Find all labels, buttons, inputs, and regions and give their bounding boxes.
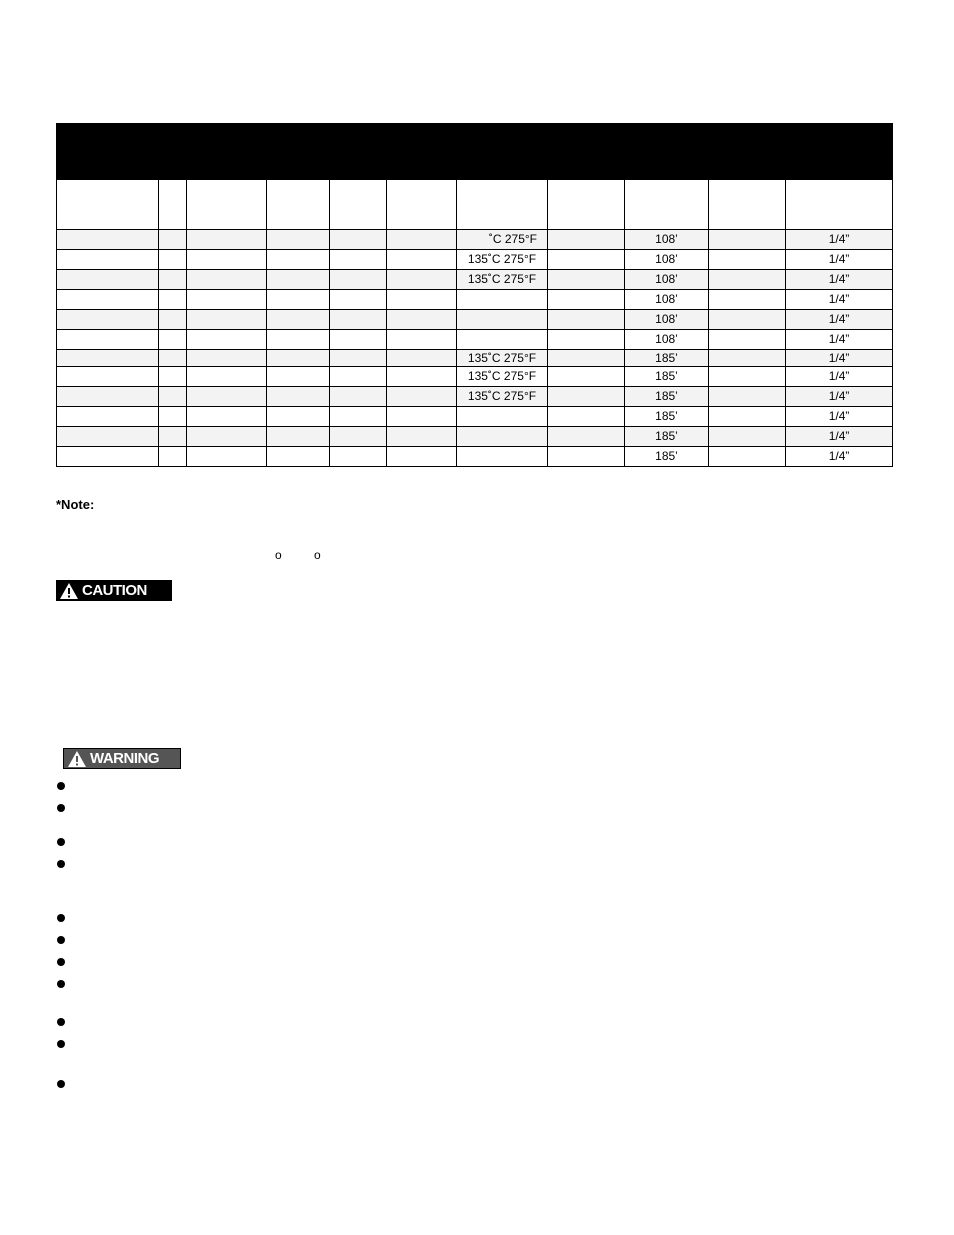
warning-triangle-icon — [67, 750, 87, 768]
warning-badge — [63, 748, 181, 769]
warning-triangle-icon — [59, 582, 79, 600]
bullet-point — [57, 1040, 65, 1048]
table-row: 108’ 1/4” — [57, 310, 893, 330]
table-row: 185’ 1/4” — [57, 427, 893, 447]
caution-label: CAUTION — [82, 582, 147, 599]
table-row: 108’ 1/4” — [57, 290, 893, 310]
bullet-point — [57, 936, 65, 944]
table-row: 108’ 1/4” — [57, 330, 893, 350]
warning-label: WARNING — [90, 750, 159, 767]
bullet-point — [57, 958, 65, 966]
bullet-point — [57, 804, 65, 812]
table-row: ˚C 275°F 108’ 1/4” — [57, 230, 893, 250]
degree-mark: o — [314, 548, 321, 562]
bullet-point — [57, 838, 65, 846]
table-row: 135˚C 275°F 108’ 1/4” — [57, 250, 893, 270]
bullet-point — [57, 914, 65, 922]
note-label: *Note: — [56, 497, 95, 512]
table-row: 135˚C 275°F 185’ 1/4” — [57, 350, 893, 367]
bullet-point — [57, 1080, 65, 1088]
bullet-point — [57, 782, 65, 790]
hose-spec-table — [56, 123, 893, 467]
table-row: 135˚C 275°F 108’ 1/4” — [57, 270, 893, 290]
bullet-point — [57, 980, 65, 988]
table-row: 185’ 1/4” — [57, 447, 893, 467]
degree-mark: o — [275, 548, 282, 562]
table-row: 135˚C 275°F 185’ 1/4” — [57, 367, 893, 387]
bullet-point — [57, 860, 65, 868]
table-row: 135˚C 275°F 185’ 1/4” — [57, 387, 893, 407]
caution-badge — [56, 580, 172, 601]
table-row: 185’ 1/4” — [57, 407, 893, 427]
table-column-header-row — [57, 180, 893, 230]
bullet-point — [57, 1018, 65, 1026]
table-header-band — [57, 124, 893, 180]
